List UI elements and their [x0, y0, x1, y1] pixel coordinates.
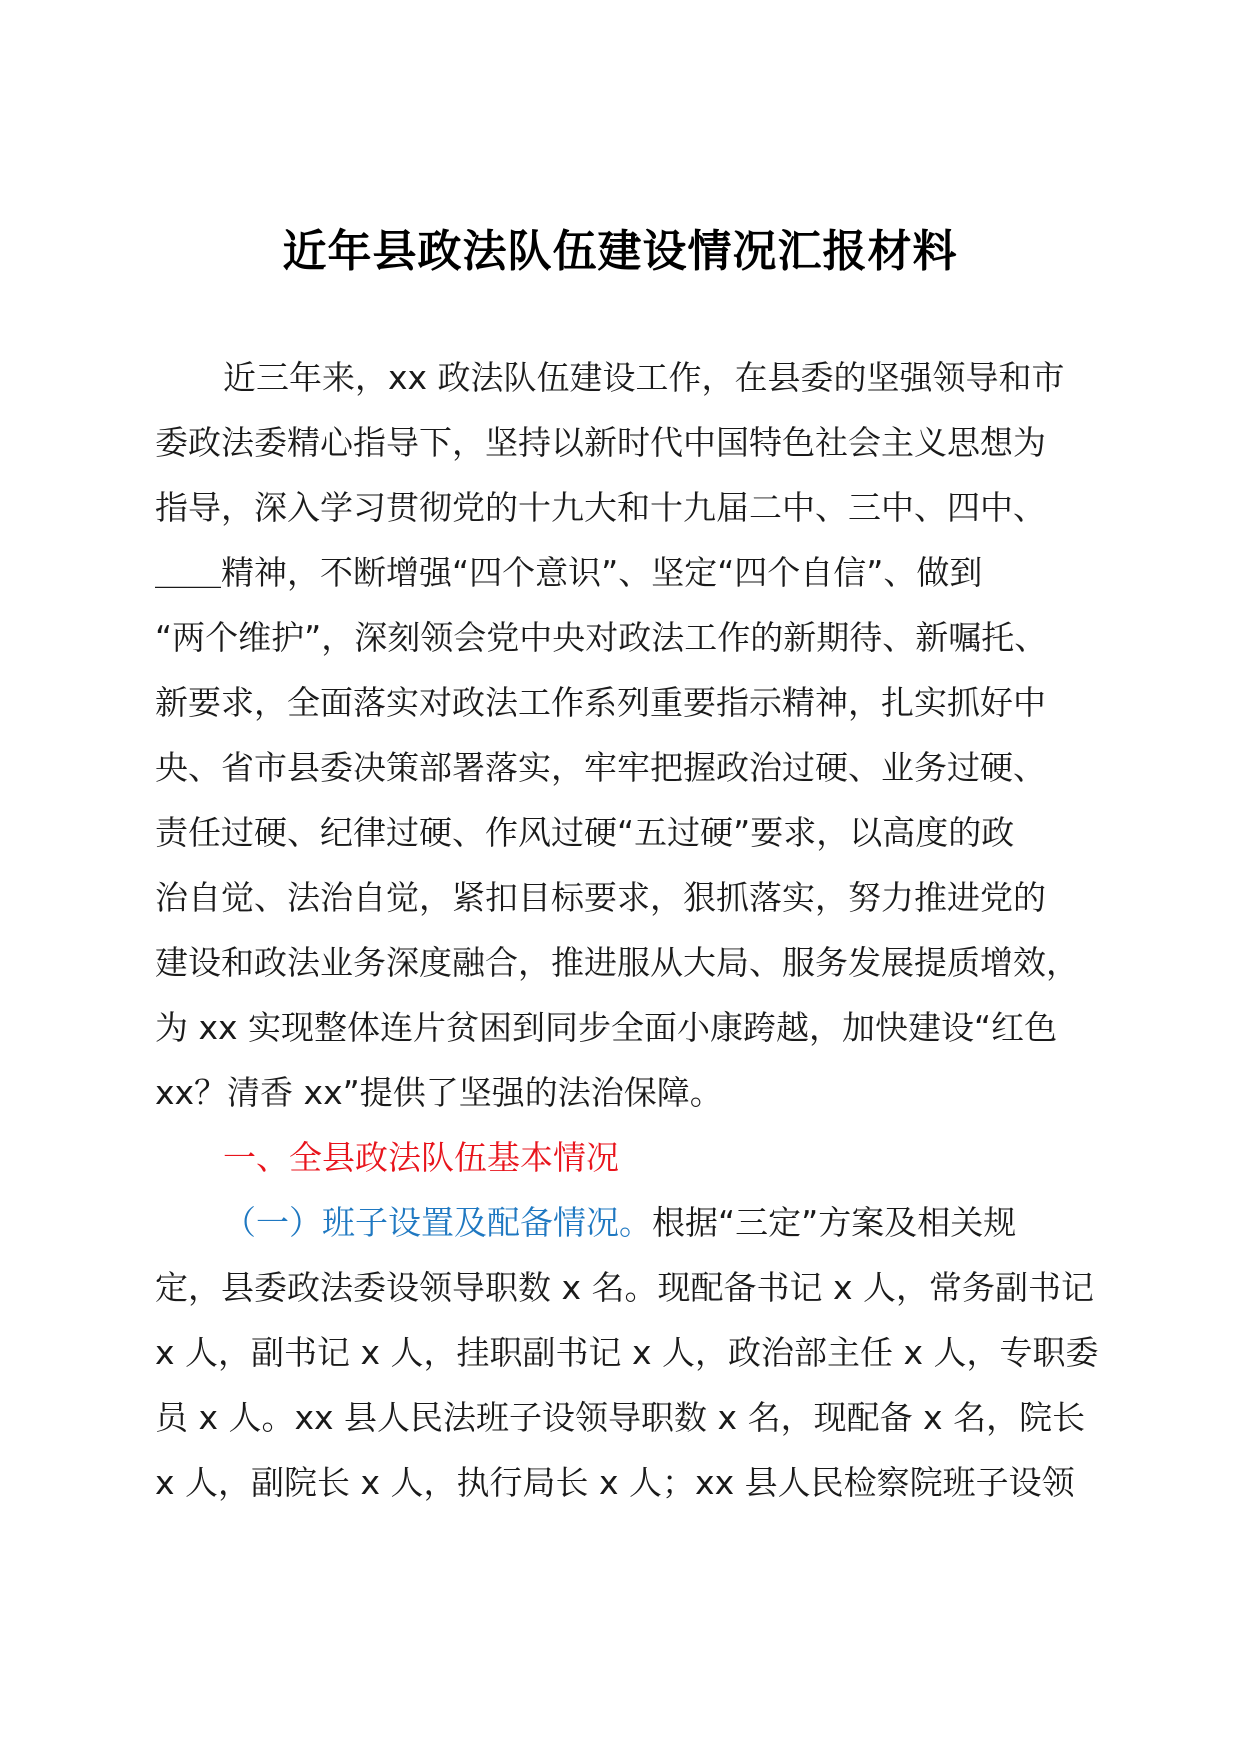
- subsection-first-line: [155, 1190, 1095, 1255]
- intro-line: xx？清香 xx”提供了坚强的法治保障。: [155, 1073, 723, 1112]
- document-body: [155, 345, 1099, 1515]
- subsection-line: 定，县委政法委设领导职数 x 名。现配备书记 x 人，常务副书记: [155, 1268, 1095, 1307]
- intro-line: 指导，深入学习贯彻党的十九大和十九届二中、三中、四中、: [155, 488, 1046, 527]
- intro-line: 治自觉、法治自觉，紧扣目标要求，狠抓落实，努力推进党的: [155, 878, 1046, 917]
- subsection-line: x 人，副书记 x 人，挂职副书记 x 人，政治部主任 x 人，专职委: [155, 1333, 1099, 1372]
- intro-line: ＿＿精神，不断增强“四个意识”、坚定“四个自信”、做到: [155, 553, 983, 592]
- subsection-text: 根据“三定”方案及相关规: [652, 1203, 1017, 1242]
- subsection-line: x 人，副院长 x 人，执行局长 x 人；xx 县人民检察院班子设领: [155, 1463, 1075, 1502]
- section-heading: 一、全县政法队伍基本情况: [223, 1138, 619, 1177]
- intro-line: 建设和政法业务深度融合，推进服从大局、服务发展提质增效，: [155, 943, 1079, 982]
- intro-line: 新要求，全面落实对政法工作系列重要指示精神，扎实抓好中: [155, 683, 1046, 722]
- intro-line: 央、省市县委决策部署落实，牢牢把握政治过硬、业务过硬、: [155, 748, 1046, 787]
- intro-line: 委政法委精心指导下，坚持以新时代中国特色社会主义思想为: [155, 423, 1046, 462]
- intro-line: 近三年来，xx 政法队伍建设工作，在县委的坚强领导和市: [223, 358, 1065, 397]
- subsection-line: 员 x 人。xx 县人民法班子设领导职数 x 名，现配备 x 名，院长: [155, 1398, 1086, 1437]
- intro-line: 为 xx 实现整体连片贫困到同步全面小康跨越，加快建设“红色: [155, 1008, 1058, 1047]
- intro-line: “两个维护”，深刻领会党中央对政法工作的新期待、新嘱托、: [155, 618, 1048, 657]
- intro-line: 责任过硬、纪律过硬、作风过硬“五过硬”要求，以高度的政: [155, 813, 1015, 852]
- subsection-heading: （一）班子设置及配备情况。: [223, 1203, 652, 1242]
- document-title: 近年县政法队伍建设情况汇报材料: [282, 226, 958, 277]
